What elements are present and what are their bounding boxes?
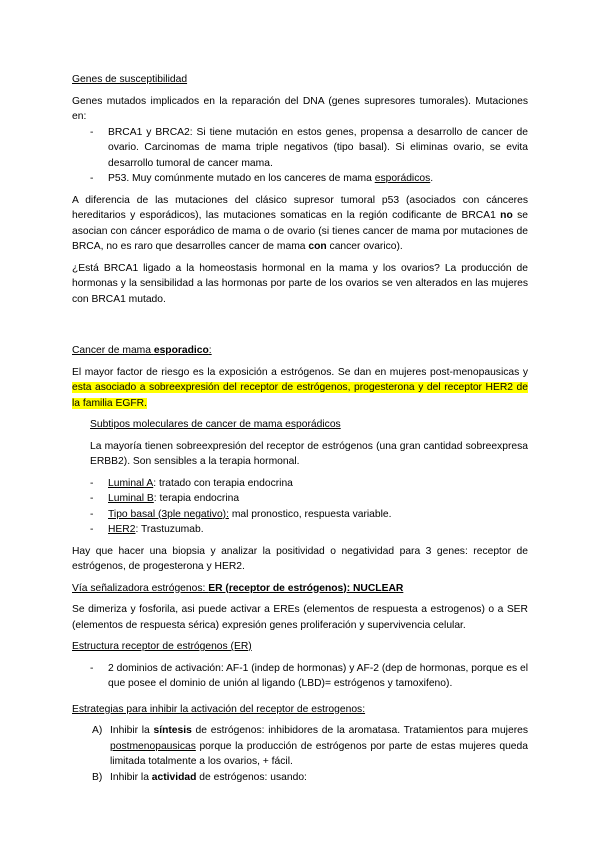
brca1-question-paragraph: ¿Está BRCA1 ligado a la homeostasis hormonal en la mama y los ovarios? La producción de hormonas y la sensibilidad a las hormonas por parte de los ovarios se ven alterados en las mujeres con BRCA1 mutado. [72, 262, 528, 305]
bullet-brca [72, 125, 528, 172]
sporadic-paragraph: El mayor factor de riesgo es la exposición a estrógenos. Se dan en mujeres post-menopausicas y esta asociado a sobreexpresión del receptor de estrógenos, progesterona y del receptor HER2 de la familia EGFR. [72, 366, 528, 409]
bullet-brca-text: BRCA1 y BRCA2: Si tiene mutación en estos genes, propensa a desarrollo de cancer de ovario. Carcinomas de mama triple negativos (tipo basal). Si eliminas ovario, se evita desarrollo tumoral de cancer mama. [108, 126, 528, 169]
strategy-b: B) Inhibir la actividad de estrógenos: usando: [92, 771, 307, 783]
section-heading-sporadic: Cancer de mama esporadico: [72, 345, 212, 356]
document-page [72, 72, 528, 785]
strategy-a: A) Inhibir la síntesis de estrógenos: inhibidores de la aromatasa. Tratamientos para mujeres postmenopausicas porque la producción de estrógenos por parte de estas mujeres queda limitada totalmente a los ovarios, + fácil. [92, 725, 528, 767]
subtypes-heading: Subtipos moleculares de cancer de mama esporádicos [90, 419, 341, 430]
dash-marker: - [90, 662, 94, 674]
list-item: - Luminal A: tratado con terapia endocrina [90, 477, 293, 489]
list-item: - HER2: Trastuzumab. [90, 524, 204, 535]
subtypes-paragraph: La mayoría tienen sobreexpresión del receptor de estrógenos (una gran cantidad sobreexpresa ERBB2). Son sensibles a la terapia hormonal. [90, 440, 528, 467]
section-heading-signaling: Vía señalizadora estrógenos: ER (receptor de estrógenos): NUCLEAR [72, 582, 404, 594]
section-heading-susceptibility: Genes de susceptibilidad [72, 74, 188, 85]
biopsy-paragraph: Hay que hacer una biopsia y analizar la positividad o negatividad para 3 genes: receptor de estrógenos, de progesterona y HER2. [72, 545, 528, 572]
signaling-paragraph: Se dimeriza y fosforila, asi puede activar a EREs (elementos de respuesta a estrogenos) o a SER (elementos de respuesta sérica) expresión genes proliferación y supervivencia celular. [72, 604, 528, 631]
bullet-p53: - P53. Muy comúnmente mutado en los canceres de mama esporádicos. [72, 171, 528, 187]
dash-marker: - [90, 173, 94, 184]
dash-marker: - [90, 126, 94, 138]
subtypes-list [72, 476, 528, 538]
list-item: - Tipo basal (3ple negativo): mal pronostico, respuesta variable. [90, 508, 392, 520]
brca1-paragraph: A diferencia de las mutaciones del clásico supresor tumoral p53 (asociados con cánceres hereditarios y esporádicos), las mutaciones somaticas en la región codificante de BRCA1 no se asocian con cáncer esporádico de mama o de ovario (si tienes cancer de mama por mutaciones de BRCA, no es raro que desarrolles cancer de mama con cancer ovarico). [72, 194, 528, 252]
structure-item: - 2 dominios de activación: AF-1 (indep de hormonas) y AF-2 (dep de hormonas, porque es el que posee el dominio de unión al ligando (LBD)= estrógenos y tamoxifeno). [90, 662, 528, 689]
list-item: - Luminal B: terapia endocrina [90, 493, 240, 504]
susceptibility-intro: Genes mutados implicados en la reparación del DNA (genes supresores tumorales). Mutaciones en: [72, 95, 528, 122]
section-heading-strategies: Estrategias para inhibir la activación del receptor de estrogenos: [72, 703, 366, 715]
section-heading-structure: Estructura receptor de estrógenos (ER) [72, 641, 252, 652]
